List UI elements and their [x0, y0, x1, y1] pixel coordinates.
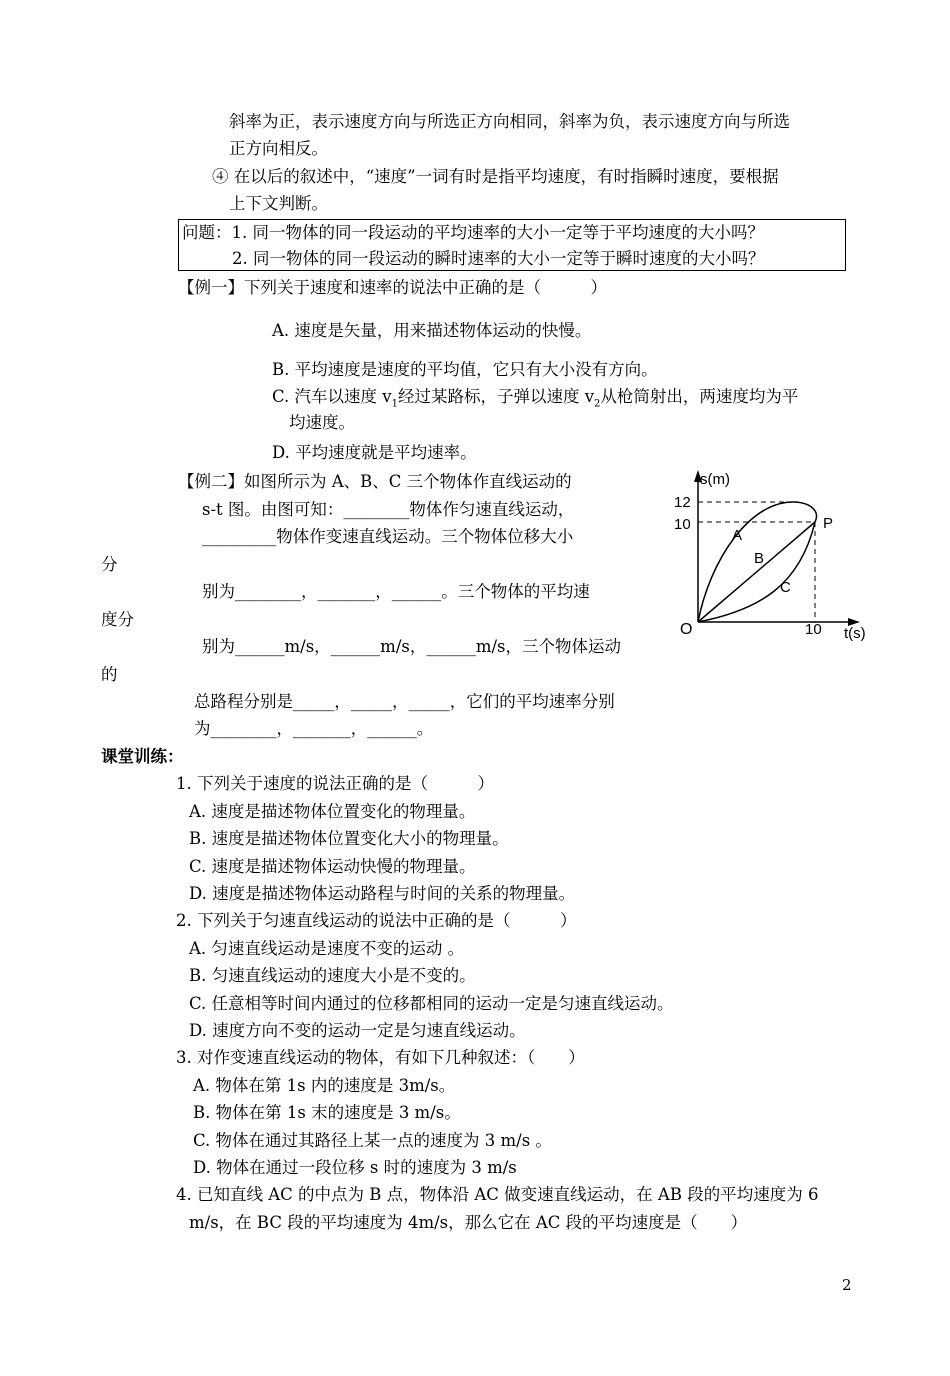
- text-line: 斜率为正，表示速度方向与所选正方向相同，斜率为负，表示速度方向与所选: [229, 112, 790, 131]
- training-q3-a: A. 物体在第 1s 内的速度是 3m/s。: [193, 1076, 456, 1095]
- example-2-fragment: 的: [101, 665, 118, 684]
- example-2-fragment: 分: [101, 555, 118, 574]
- x-axis-label: t(s): [844, 625, 866, 642]
- label-a: A: [732, 527, 743, 544]
- example-2-line-2: s-t 图。由图可知：________物体作匀速直线运动，: [202, 500, 575, 519]
- training-q3-d: D. 物体在通过一段位移 s 时的速度为 3 m/s: [193, 1158, 517, 1177]
- label-c: C: [780, 579, 791, 596]
- example-2-fragment: 度分: [101, 610, 134, 629]
- training-q1-b: B. 速度是描述物体位置变化大小的物理量。: [189, 829, 509, 848]
- example-2-line-7: 为________，_______，______。: [194, 719, 434, 738]
- training-q3-c: C. 物体在通过其路径上某一点的速度为 3 m/s 。: [193, 1131, 552, 1150]
- text-line: 上下文判断。: [229, 194, 328, 213]
- training-q2: 2. 下列关于匀速直线运动的说法中正确的是（ ）: [176, 911, 577, 930]
- text-line: ④ 在以后的叙述中，“速度”一词有时是指平均速度，有时指瞬时速度，要根据: [212, 167, 779, 186]
- subscript-2: 2: [594, 398, 601, 410]
- origin-label: O: [680, 621, 693, 638]
- training-q2-b: B. 匀速直线运动的速度大小是不变的。: [189, 966, 476, 985]
- example-2-line-4: 别为________，_______，______。三个物体的平均速: [202, 582, 590, 601]
- question-1: 问题：1. 同一物体的同一段运动的平均速率的大小一定等于平均速度的大小吗？: [182, 223, 764, 242]
- example-2-line-5: 别为______m/s，______m/s，______m/s，三个物体运动: [202, 637, 622, 656]
- y-tick-12: 12: [674, 494, 691, 511]
- page-number: 2: [842, 1276, 852, 1294]
- training-q2-c: C. 任意相等时间内通过的位移都相同的运动一定是匀速直线运动。: [189, 994, 674, 1013]
- option-c-part2: 经过某路标，子弹以速度 v: [397, 387, 595, 406]
- training-q1-c: C. 速度是描述物体运动快慢的物理量。: [189, 857, 476, 876]
- training-q3-b: B. 物体在第 1s 末的速度是 3 m/s。: [193, 1103, 461, 1122]
- training-q1-d: D. 速度是描述物体运动路程与时间的关系的物理量。: [189, 884, 576, 903]
- line-b: [698, 522, 815, 622]
- example-2-line-1: 【例二】如图所示为 A、B、C 三个物体作直线运动的: [178, 472, 572, 491]
- training-q3: 3. 对作变速直线运动的物体，有如下几种叙述：（ ）: [176, 1048, 585, 1067]
- example-1-option-c-cont: 均速度。: [289, 413, 355, 432]
- text-line: 正方向相反。: [229, 139, 328, 158]
- training-q4-cont: m/s，在 BC 段的平均速度为 4m/s，那么它在 AC 段的平均速度是（ ）: [189, 1213, 748, 1232]
- training-q2-a: A. 匀速直线运动是速度不变的运动 。: [189, 939, 465, 958]
- x-tick-10: 10: [805, 621, 822, 638]
- example-2-line-3: _________物体作变速直线运动。三个物体位移大小: [202, 527, 574, 546]
- training-q4: 4. 已知直线 AC 的中点为 B 点，物体沿 AC 做变速直线运动，在 AB 段的平均速度为 6: [176, 1185, 819, 1204]
- section-title: 课堂训练：: [101, 747, 184, 766]
- training-q1-a: A. 速度是描述物体位置变化的物理量。: [189, 802, 476, 821]
- option-c-part1: C. 汽车以速度 v: [272, 387, 392, 406]
- y-tick-10: 10: [674, 516, 691, 533]
- example-1-option-a: A. 速度是矢量，用来描述物体运动的快慢。: [272, 321, 592, 340]
- example-1-option-b: B. 平均速度是速度的平均值，它只有大小没有方向。: [272, 360, 658, 379]
- example-1-option-d: D. 平均速度就是平均速率。: [272, 443, 477, 462]
- subscript-1: 1: [391, 398, 398, 410]
- question-2: 2. 同一物体的同一段运动的瞬时速率的大小一定等于瞬时速度的大小吗？: [232, 249, 765, 268]
- option-c-part3: 从枪筒射出，两速度均为平: [600, 387, 799, 406]
- example-1-stem: 【例一】下列关于速度和速率的说法中正确的是（ ）: [178, 278, 607, 297]
- label-b: B: [754, 550, 765, 567]
- example-2-line-6: 总路程分别是_____，_____，_____，它们的平均速率分别: [194, 692, 615, 711]
- label-p: P: [823, 515, 834, 532]
- s-t-graph: [660, 460, 880, 650]
- y-axis-label: s(m): [700, 471, 730, 488]
- training-q1: 1. 下列关于速度的说法正确的是（ ）: [176, 774, 494, 793]
- training-q2-d: D. 速度方向不变的运动一定是匀速直线运动。: [189, 1021, 526, 1040]
